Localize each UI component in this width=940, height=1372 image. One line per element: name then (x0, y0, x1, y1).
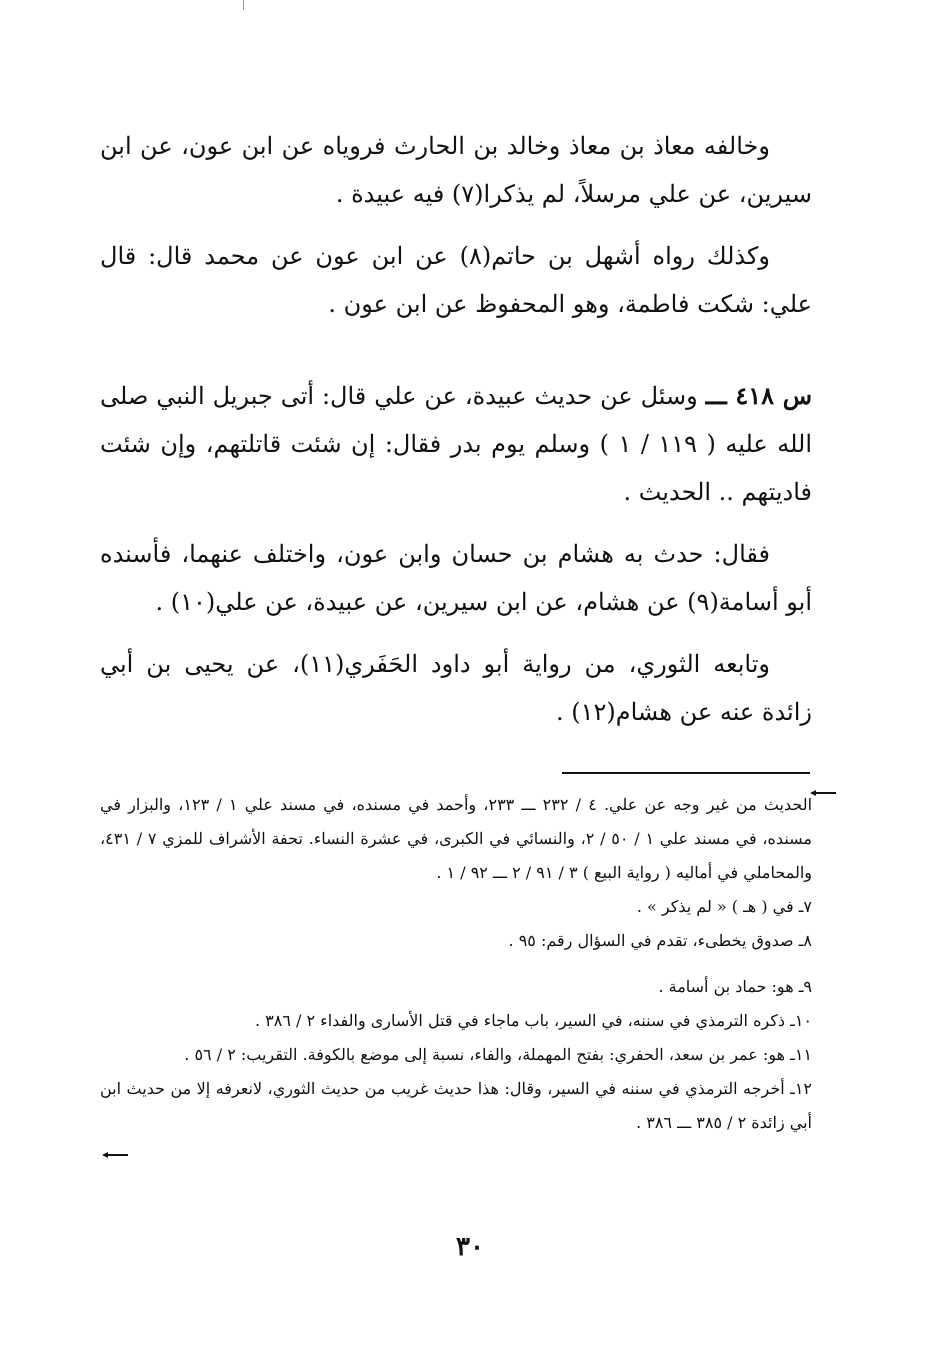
paragraph-3-text: وسئل عن حديث عبيدة، عن علي قال: أتى جبريل النبي صلى الله عليه ( ١١٩ / ١ ) وسلم يوم بدر فقال: إن شئت قاتلتهم، وإن شئت فاديتهم .. الحديث . (100, 382, 813, 506)
footnote-11: ١١ـ هو: عمر بن سعد، الحفري: بفتح المهملة، والفاء، نسبة إلى موضع بالكوفة. التقريب: ٢ / ٥٦ . (184, 1045, 812, 1064)
footnote-divider (562, 772, 810, 774)
footnote-8: ٨ـ صدوق يخطىء، تقدم في السؤال رقم: ٩٥ . (508, 931, 812, 950)
arrow-left-icon (102, 1152, 128, 1158)
footnotes (100, 788, 812, 1140)
paragraph-2: وكذلك رواه أشهل بن حاتم(٨) عن ابن عون عن محمد قال: قال علي: شكت فاطمة، وهو المحفوظ عن ابن عون . (100, 242, 812, 318)
main-text (100, 122, 812, 750)
question-number: س ٤١٨ ـــ (705, 381, 812, 410)
page-number: ٣٠ (456, 1232, 484, 1262)
footnote-12: ١٢ـ أخرجه الترمذي في سننه في السير، وقال: هذا حديث غريب من حديث الثوري، لانعرفه إلا من حديث ابن أبي زائدة ٢ / ٣٨٥ ـــ ٣٨٦ . (100, 1079, 813, 1132)
arrow-left-icon (810, 790, 836, 796)
scan-mark (243, 0, 244, 10)
footnote-10: ١٠ـ ذكره الترمذي في سننه، في السير، باب ماجاء في قتل الأسارى والفداء ٢ / ٣٨٦ . (254, 1011, 812, 1030)
paragraph-4: فقال: حدث به هشام بن حسان وابن عون، واختلف عنهما، فأسنده أبو أسامة(٩) عن هشام، عن ابن سيرين، عن عبيدة، عن علي(١٠) . (100, 540, 812, 616)
footnote-continued: الحديث من غير وجه عن علي. ٤ / ٢٣٢ ـــ ٢٣٣، وأحمد في مسنده، في مسند علي ١ / ١٢٣، والبزار في مسنده، في مسند علي ١ / ٥٠ / ٢، والنسائي في الكبرى، في عشرة النساء. تحفة الأشراف للمزي ٧ / ٤٣١، والمحاملي في أماليه ( رواية البيع ) ٣ / ٩١ / ٢ ـــ ٩٢ / ١ . (100, 795, 813, 882)
paragraph-5: وتابعه الثوري، من رواية أبو داود الحَفَري(١١)، عن يحيى بن أبي زائدة عنه عن هشام(١٢) . (100, 650, 812, 726)
paragraph-3 (100, 372, 812, 516)
paragraph-1: وخالفه معاذ بن معاذ وخالد بن الحارث فروياه عن ابن عون، عن ابن سيرين، عن علي مرسلاً، لم يذكرا(٧) فيه عبيدة . (100, 132, 812, 208)
footnote-9: ٩ـ هو: حماد بن أسامة . (658, 977, 812, 996)
footnote-7: ٧ـ في ( هـ ) « لم يذكر » . (636, 897, 812, 916)
